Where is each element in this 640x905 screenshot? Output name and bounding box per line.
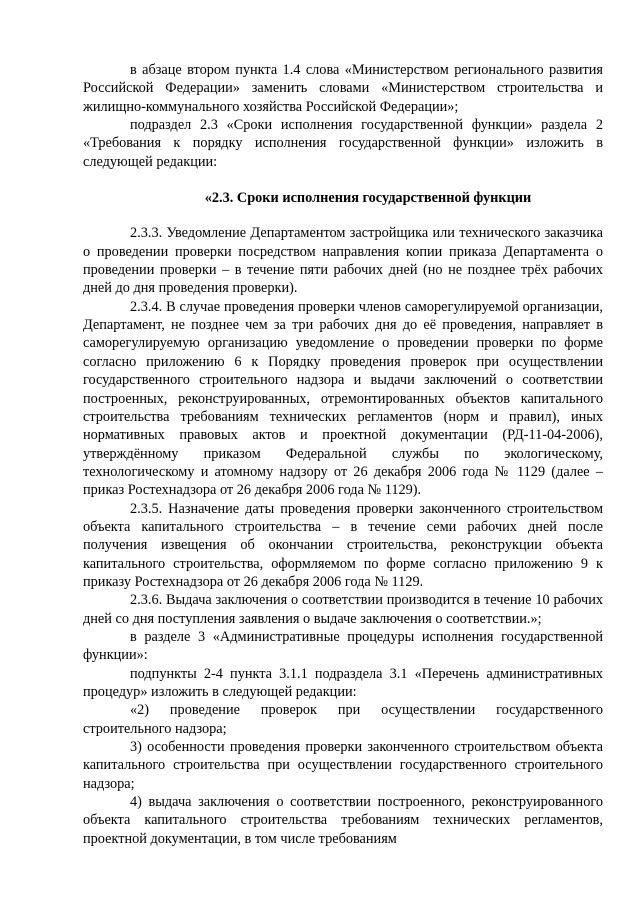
list-item-3: 3) особенности проведения проверки законченного строительством объекта капитального строительства при осуществлении государственного строительного надзора; (83, 739, 603, 792)
paragraph-amend-2-3: подраздел 2.3 «Сроки исполнения государственной функции» раздела 2 «Требования к порядку исполнения государственной функции» изложить в следующей редакции: (83, 117, 603, 170)
paragraph-2-3-3: 2.3.3. Уведомление Департаментом застройщика или технического заказчика о проведении проверки посредством направления копии приказа Департамента о проведении проверки – в течение пяти рабочих дней (но не позднее трёх рабочих дней до дня проведения проверки). (83, 225, 603, 297)
paragraph-2-3-5: 2.3.5. Назначение даты проведения проверки законченного строительством объекта капитального строительства – в течение семи рабочих дней после получения извещения об окончании строительства, реконструкции объекта капитального строительства, оформляемом по форме согласно приложению 9 к приказу Ростехнадзора от 26 декабря 2006 года № 1129. (83, 500, 603, 590)
paragraph-section-3: в разделе 3 «Административные процедуры исполнения государственной функции»: (83, 628, 603, 664)
list-item-2: «2) проведение проверок при осуществлении государственного строительного надзора; (83, 702, 603, 737)
paragraph-2-3-6: 2.3.6. Выдача заключения о соответствии производится в течение 10 рабочих дней со дня поступления заявления о выдаче заключения о соответствии.»; (83, 592, 603, 627)
document-page (83, 61, 603, 848)
paragraph-amend-1-4: в абзаце втором пункта 1.4 слова «Министерством регионального развития Российской Федерации» заменить словами «Министерством строительства и жилищно-коммунального хозяйства Российской Федерации»; (83, 62, 603, 115)
paragraph-subitems-2-4: подпункты 2-4 пункта 3.1.1 подраздела 3.1 «Перечень административных процедур» изложить в следующей редакции: (83, 665, 603, 700)
list-item-4: 4) выдача заключения о соответствии построенного, реконструированного объекта капитального строительства требованиям технических регламентов, проектной документации, в том числе требованиям (83, 794, 603, 847)
paragraph-2-3-4: 2.3.4. В случае проведения проверки членов саморегулируемой организации, Департамент, не позднее чем за три рабочих дня до её проведения, направляет в саморегулируемую организацию уведомление о проведении проверки по форме согласно приложению 6 к Порядку проведения проверок при осуществлении государственного строительного надзора и выдачи заключений о соответствии построенных, реконструированных, отремонтированных объектов капитального строительства требованиям технических регламентов (норм и правил), иных нормативных правовых актов и проектной документации (РД-11-04-2006), утверждённому приказом Федеральной службы по экологическому, технологическому и атомному надзору от 26 декабря 2006 года № 1129 (далее – приказ Ростехнадзора от 26 декабря 2006 года № 1129). (83, 298, 603, 499)
section-heading: «2.3. Сроки исполнения государственной функции (204, 190, 532, 207)
